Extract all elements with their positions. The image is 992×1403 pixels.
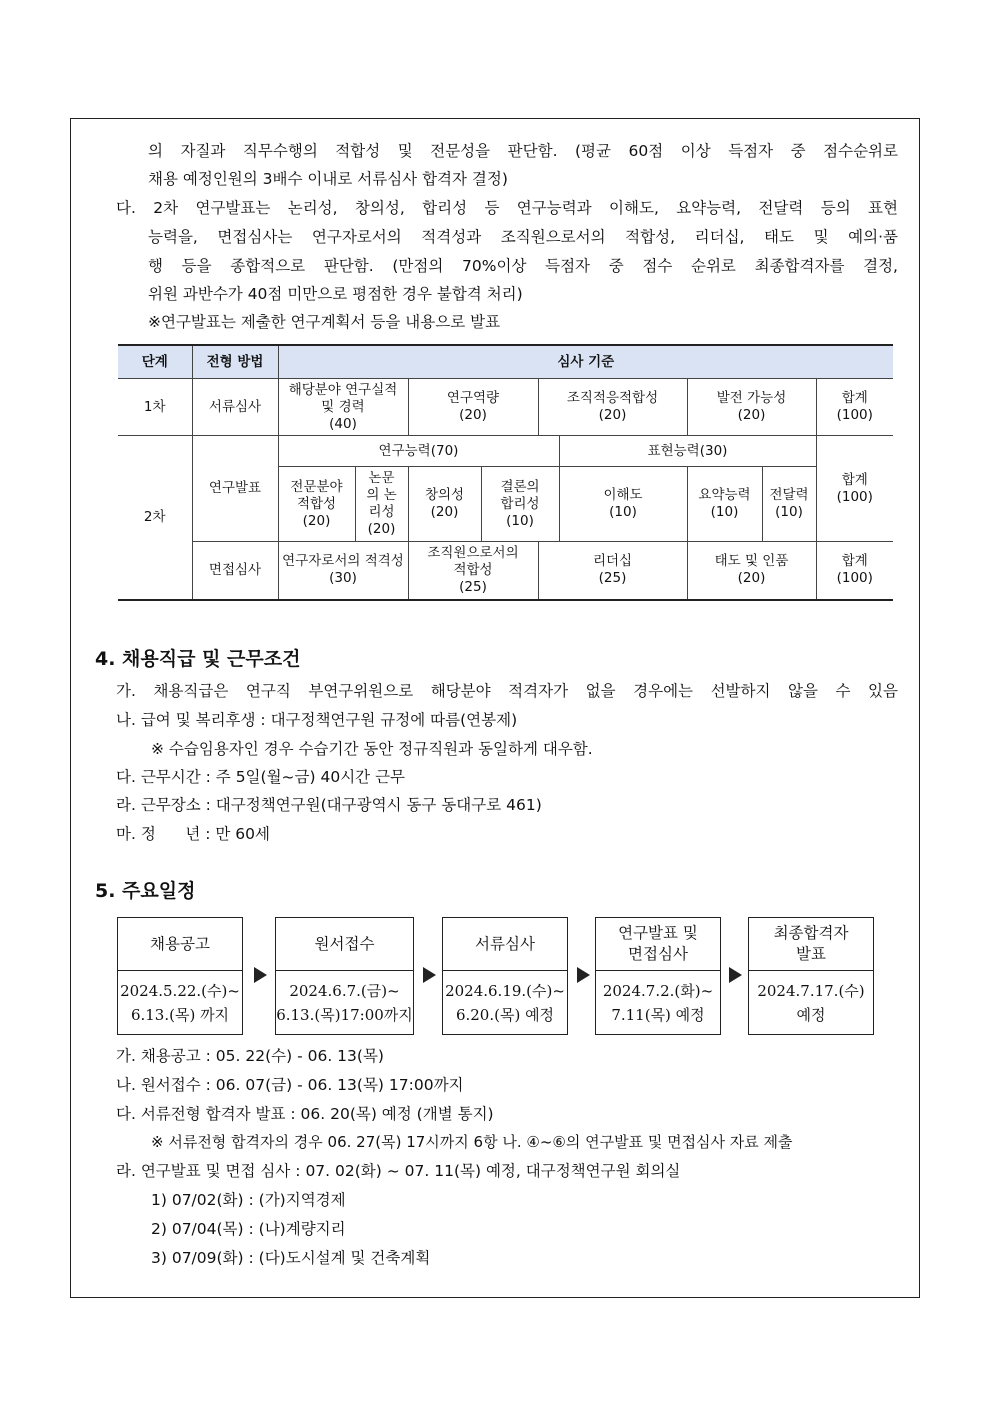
- criterion-score: (10): [506, 512, 534, 529]
- criterion-score: (25): [459, 578, 487, 595]
- section-4-item-c: 다. 근무시간 : 주 5일(월~금) 40시간 근무: [116, 768, 406, 786]
- method-presentation: 연구발표: [192, 436, 278, 542]
- criterion-cell: [408, 467, 481, 542]
- section-4-title: 4. 채용직급 및 근무조건: [95, 648, 301, 670]
- criterion-cell: [687, 379, 816, 436]
- criterion-name: 연구자로서의 적격성: [282, 553, 404, 570]
- criterion-score: (20): [459, 407, 487, 423]
- criterion-name: 창의성: [424, 487, 465, 503]
- schedule-step-date: 2024.5.22.(수)~ 6.13.(목) 까지: [120, 982, 240, 1024]
- criterion-score: (100): [836, 488, 873, 505]
- criterion-score: (20): [737, 407, 766, 423]
- schedule-step-title: 원서접수: [276, 918, 413, 971]
- criteria-text-line-2: 채용 예정인원의 3배수 이내로 서류심사 합격자 결정): [148, 170, 508, 188]
- section-5-item-d2: 2) 07/04(목) : (나)계량지리: [151, 1220, 346, 1238]
- criterion-cell: [278, 379, 408, 436]
- section-5-note: ※ 서류전형 합격자의 경우 06. 27(목) 17시까지 6항 나. ④~⑥의 연구발표 및 면접심사 자료 제출: [151, 1133, 793, 1151]
- criterion-name: 요약능력: [698, 487, 751, 503]
- section-5-title: 5. 주요일정: [95, 880, 196, 902]
- criterion-score: (100): [836, 570, 873, 587]
- criteria-text-line-5: 행 등을 종합적으로 판단함. (만점의 70%이상 득점자 중 점수 순위로 최종합격자를 결정,: [148, 257, 898, 275]
- section-4-note: ※ 수습임용자인 경우 수습기간 동안 정규직원과 동일하게 대우함.: [151, 740, 593, 758]
- criterion-cell: [278, 542, 408, 600]
- arrow-right-icon: [577, 967, 590, 983]
- evaluation-criteria-table: [118, 344, 893, 601]
- criterion-name: 논문의 논리성: [366, 470, 397, 520]
- criterion-score: (20): [367, 521, 396, 537]
- method-interview: 면접심사: [192, 542, 278, 600]
- criterion-cell: [538, 379, 687, 436]
- criterion-cell: [538, 542, 687, 600]
- criterion-score: (40): [329, 415, 357, 432]
- criterion-name: 발전 가능성: [716, 390, 787, 406]
- arrow-right-icon: [254, 967, 267, 983]
- schedule-step-date: 2024.6.7.(금)~ 6.13.(목)17:00까지: [276, 982, 413, 1024]
- section-4-item-d: 라. 근무장소 : 대구정책연구원(대구광역시 동구 동대구로 461): [116, 796, 542, 814]
- criterion-cell: [687, 542, 816, 600]
- section-5-item-d3: 3) 07/09(화) : (다)도시설계 및 건축계획: [151, 1249, 431, 1267]
- section-5-item-b: 나. 원서접수 : 06. 07(금) - 06. 13(목) 17:00까지: [116, 1076, 464, 1094]
- document-frame: [70, 118, 920, 1298]
- method-document-review: 서류심사: [192, 379, 278, 436]
- section-4-item-b: 나. 급여 및 복리후생 : 대구정책연구원 규정에 따름(연봉제): [116, 711, 518, 729]
- criterion-name: 해당분야 연구실적 및 경력: [288, 381, 398, 415]
- section-5-item-d1: 1) 07/02(화) : (가)지역경제: [151, 1191, 346, 1209]
- criterion-score: (25): [598, 570, 627, 587]
- header-method: 전형 방법: [192, 345, 278, 379]
- criterion-cell: [481, 467, 559, 542]
- criteria-text-line-1: 의 자질과 직무수행의 적합성 및 전문성을 판단함. (평균 60점 이상 득점자 중 점수순위로: [148, 142, 898, 160]
- section-5-item-d: 라. 연구발표 및 면접 심사 : 07. 02(화) ~ 07. 11(목) 예정, 대구정책연구원 회의실: [116, 1162, 681, 1180]
- criterion-name: 조직적응적합성: [566, 390, 659, 406]
- criterion-name: 합계: [841, 553, 868, 570]
- criterion-name: 전달력: [769, 487, 809, 503]
- criterion-score: (10): [775, 504, 803, 520]
- criterion-score: (20): [302, 512, 331, 529]
- stage-2: 2차: [118, 436, 192, 600]
- criterion-score: (20): [430, 504, 459, 520]
- group-expression-ability: 표현능력(30): [559, 436, 816, 467]
- schedule-step-title: 연구발표 및 면접심사: [596, 918, 720, 971]
- arrow-right-icon: [423, 967, 436, 983]
- criteria-text-line-4: 능력을, 면접심사는 연구자로서의 적격성과 조직원으로서의 적합성, 리더십, 태도 및 예의·품: [148, 228, 898, 246]
- criterion-name: 합계: [841, 471, 868, 488]
- schedule-step-title: 서류심사: [443, 918, 567, 971]
- criterion-name: 결론의 합리성: [500, 478, 540, 512]
- criterion-score: (100): [836, 407, 873, 423]
- criterion-score: (30): [329, 570, 357, 587]
- criterion-score: (10): [609, 504, 637, 520]
- criterion-name: 리더십: [592, 553, 633, 570]
- schedule-step: [595, 917, 721, 1035]
- criterion-name: 전문분야 적합성: [290, 478, 343, 512]
- schedule-step-date: 2024.6.19.(수)~ 6.20.(목) 예정: [445, 982, 565, 1024]
- criterion-cell: [762, 467, 816, 542]
- criterion-total-cell: [816, 542, 893, 600]
- schedule-step: [275, 917, 414, 1035]
- schedule-step: [748, 917, 874, 1035]
- criterion-name: 이해도: [603, 487, 643, 503]
- criterion-cell: [278, 467, 355, 542]
- section-4-item-a: 가. 채용직급은 연구직 부연구위원으로 해당분야 적격자가 없을 경우에는 선발하지 않을 수 있음: [116, 682, 898, 700]
- criterion-total-cell: [816, 379, 893, 436]
- criterion-name: 합계: [841, 390, 868, 406]
- section-4-item-e: 마. 정 년 : 만 60세: [116, 825, 271, 843]
- presentation-note: ※연구발표는 제출한 연구계획서 등을 내용으로 발표: [148, 313, 501, 331]
- criterion-name: 연구역량: [446, 390, 500, 406]
- section-5-item-a: 가. 채용공고 : 05. 22(수) - 06. 13(목): [116, 1047, 384, 1065]
- schedule-step-date: 2024.7.17.(수) 예정: [757, 982, 865, 1024]
- stage-1: 1차: [118, 379, 192, 436]
- criterion-score: (10): [710, 504, 739, 520]
- criterion-cell: [408, 542, 538, 600]
- schedule-step: [117, 917, 243, 1035]
- schedule-step-date: 2024.7.2.(화)~ 7.11(목) 예정: [602, 982, 714, 1024]
- header-stage: 단계: [118, 345, 192, 379]
- criterion-name: 태도 및 인품: [714, 553, 789, 570]
- criterion-score: (20): [737, 570, 766, 587]
- presentation-total-cell: [816, 436, 893, 542]
- criterion-name: 조직원으로서의 적합성: [427, 544, 519, 578]
- criteria-item-c: 다. 2차 연구발표는 논리성, 창의성, 합리성 등 연구능력과 이해도, 요약능력, 전달력 등의 표현: [116, 199, 898, 217]
- group-research-ability: 연구능력(70): [278, 436, 559, 467]
- header-criteria: 심사 기준: [278, 345, 893, 379]
- criterion-cell: [355, 467, 408, 542]
- arrow-right-icon: [729, 967, 742, 983]
- criterion-score: (20): [598, 407, 627, 423]
- criteria-text-line-6: 위원 과반수가 40점 미만으로 평점한 경우 불합격 처리): [148, 285, 523, 303]
- criterion-cell: [408, 379, 538, 436]
- schedule-step-title: 최종합격자 발표: [749, 918, 873, 971]
- schedule-step: [442, 917, 568, 1035]
- criterion-cell: [559, 467, 687, 542]
- section-5-item-c: 다. 서류전형 합격자 발표 : 06. 20(목) 예정 (개별 통지): [116, 1105, 494, 1123]
- schedule-step-title: 채용공고: [118, 918, 242, 971]
- criterion-cell: [687, 467, 762, 542]
